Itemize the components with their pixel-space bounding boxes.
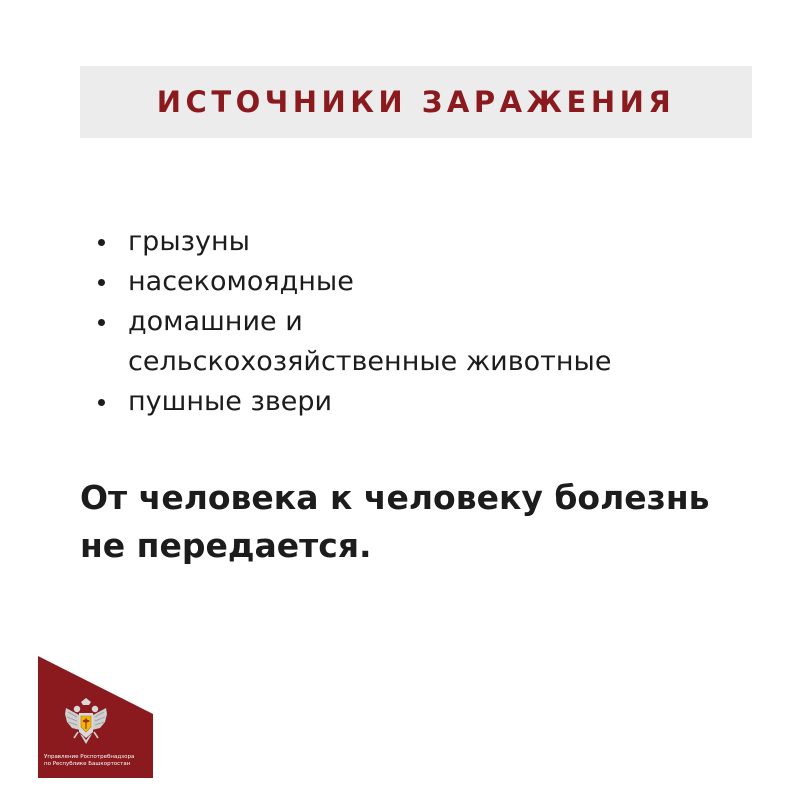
statement-line-1: От человека к человеку болезнь (80, 478, 710, 517)
logo-caption (44, 754, 152, 768)
list-item-label: пушные звери (128, 386, 333, 417)
title-band (80, 66, 752, 138)
logo-caption-line-2: по Республике Башкортостан (44, 761, 131, 767)
list-item-label: насекомоядные (128, 266, 354, 297)
page-title: ИСТОЧНИКИ ЗАРАЖЕНИЯ (156, 85, 676, 119)
bullet-icon (98, 239, 105, 246)
list-item-label: домашние и (128, 306, 303, 337)
bullet-icon (98, 279, 105, 286)
bullet-icon (98, 399, 105, 406)
transmission-statement (80, 474, 770, 570)
infection-sources-list (98, 222, 778, 422)
rospotrebnadzor-logo (38, 656, 153, 778)
statement-line-2: не передается. (80, 526, 372, 565)
logo-caption-line-1: Управление Роспотребнадзора (44, 754, 135, 760)
list-item-label: грызуны (128, 226, 250, 257)
list-item (98, 262, 778, 302)
list-item (98, 382, 778, 422)
list-item (98, 222, 778, 262)
double-headed-eagle-emblem-icon (64, 698, 108, 750)
list-item-label-continued: сельскохозяйственные животные (128, 346, 612, 377)
list-item (98, 302, 778, 382)
bullet-icon (98, 319, 105, 326)
